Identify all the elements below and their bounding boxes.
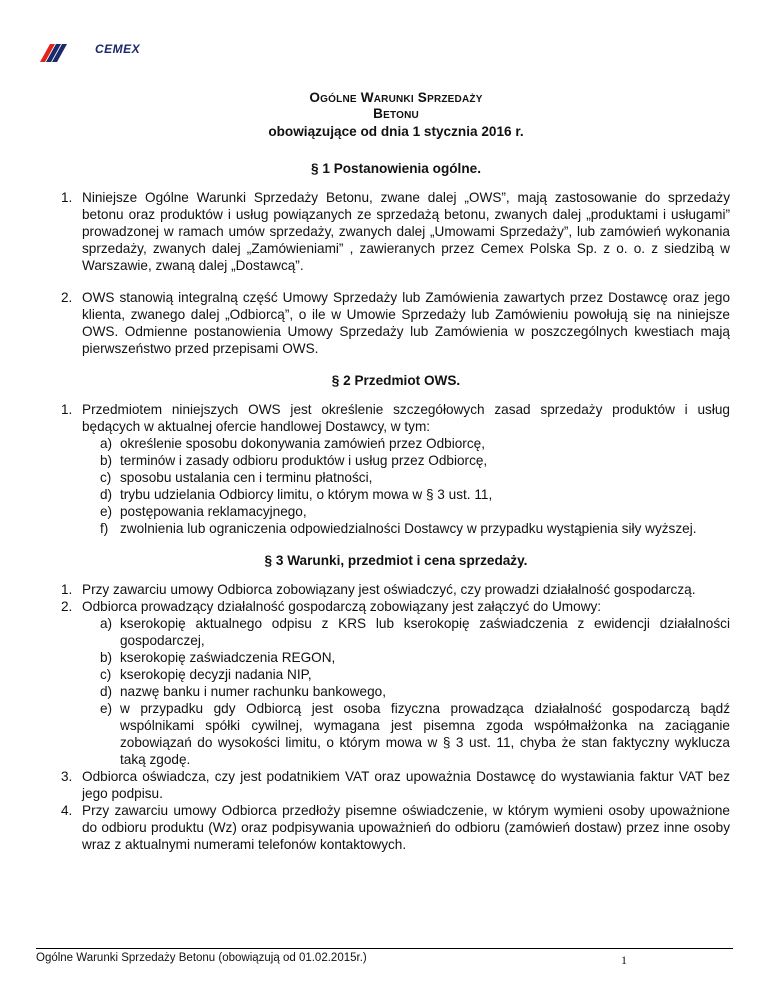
- effective-date: obowiązujące od dnia 1 stycznia 2016 r.: [268, 124, 524, 139]
- section-2-list: [62, 401, 730, 537]
- sub-item-letter: e): [100, 701, 113, 716]
- item-text: Przy zawarciu umowy Odbiorca przedłoży pisemne oświadczenie, w którym wymieni osoby upoważnione do odbioru produktu (Wz) oraz podpisywania upoważnień do odbioru (zamówień dostaw) przez inne osoby wraz z aktualnymi numerami telefonów kontaktowych.: [82, 803, 730, 852]
- sub-item-text: w przypadku gdy Odbiorcą jest osoba fizyczna prowadząca działalność gospodarczą bądź wspólnikami spółki cywilnej, wymagana jest pisemna zgoda współmałżonka na zaciąganie zobowiązań do wysokości limitu, o którym mowa w § 3 ust. 11, chyba że stan faktyczny wyklucza taką zgodę.: [120, 701, 730, 767]
- sub-list-item: [100, 520, 730, 537]
- sub-list-item: [100, 700, 730, 768]
- footer-divider: [36, 948, 733, 949]
- sub-item-letter: e): [100, 504, 113, 519]
- item-text: Odbiorca prowadzący działalność gospodarczą zobowiązany jest załączyć do Umowy:: [82, 599, 602, 614]
- sub-list-item: [100, 503, 730, 520]
- item-number: 1.: [61, 190, 73, 205]
- sub-item-text: kserokopię aktualnego odpisu z KRS lub kserokopię zaświadczenia z ewidencji działalności gospodarczej,: [120, 616, 730, 648]
- cemex-logo-mark: [36, 40, 96, 64]
- cemex-logo: [36, 40, 141, 66]
- document-body: [62, 90, 730, 853]
- sub-item-text: trybu udzielania Odbiorcy limitu, o którym mowa w § 3 ust. 11,: [120, 487, 493, 502]
- list-item: [62, 401, 730, 537]
- list-item: [62, 768, 730, 802]
- sub-item-text: kserokopię decyzji nadania NIP,: [120, 667, 312, 682]
- section-1-heading: § 1 Postanowienia ogólne.: [311, 161, 481, 176]
- sub-list-item: [100, 435, 730, 452]
- sub-item-text: postępowania reklamacyjnego,: [120, 504, 307, 519]
- item-number: 1.: [61, 402, 73, 417]
- sub-item-letter: d): [100, 684, 113, 699]
- item-number: 2.: [61, 599, 73, 614]
- sub-list-item: [100, 615, 730, 649]
- sub-item-text: zwolnienia lub ograniczenia odpowiedzialności Dostawcy w przypadku wystąpienia siły wyższej.: [120, 521, 697, 536]
- cemex-logo-text: CEMEX: [95, 42, 141, 56]
- list-item: [62, 581, 730, 598]
- sub-item-text: nazwę banku i numer rachunku bankowego,: [120, 684, 387, 699]
- sub-item-letter: c): [100, 667, 112, 682]
- sub-list-item: [100, 486, 730, 503]
- list-item: [62, 802, 730, 853]
- item-number: 3.: [61, 769, 73, 784]
- title-line-2: Betonu: [373, 106, 419, 121]
- item-text: OWS stanowią integralną część Umowy Sprzedaży lub Zamówienia zawartych przez Dostawcę oraz jego klienta, zwanego dalej „Odbiorcą”, o ile w Umowie Sprzedaży lub Zamówieniu powołują się na niniejsze OWS. Odmienne postanowienia Umowy Sprzedaży lub Zamówienia w poszczególnych kwestiach mają pierwszeństwo przed przepisami OWS.: [82, 290, 730, 356]
- list-item: [62, 598, 730, 768]
- sub-item-letter: d): [100, 487, 113, 502]
- sub-item-letter: f): [100, 521, 109, 536]
- sub-item-text: terminów i zasady odbioru produktów i usług przez Odbiorcę,: [120, 453, 488, 468]
- list-item: [62, 289, 730, 357]
- title-line-1: Ogólne Warunki Sprzedaży: [309, 90, 483, 105]
- sub-list: [82, 435, 730, 537]
- sub-list-item: [100, 469, 730, 486]
- item-text: Niniejsze Ogólne Warunki Sprzedaży Betonu, zwane dalej „OWS”, mają zastosowanie do sprzedaży betonu oraz produktów i usług powiązanych ze sprzedażą betonu, zwanych dalej „produktami i usługami” prowadzonej w ramach umów sprzedaży, zwanych dalej „Umowami Sprzedaży”, lub zamówień wykonania sprzedaży, zwanych dalej „Zamówieniami” , zawieranych przez Cemex Polska Sp. z o. o. z siedzibą w Warszawie, zwaną dalej „Dostawcą”.: [82, 190, 730, 273]
- sub-list: [82, 615, 730, 768]
- sub-item-letter: b): [100, 650, 113, 665]
- section-3-list: [62, 581, 730, 853]
- sub-item-text: sposobu ustalania cen i terminu płatności,: [120, 470, 373, 485]
- item-number: 1.: [61, 582, 73, 597]
- section-2-heading: § 2 Przedmiot OWS.: [331, 373, 461, 388]
- item-text: Odbiorca oświadcza, czy jest podatnikiem VAT oraz upoważnia Dostawcę do wystawiania faktur VAT bez jego podpisu.: [82, 769, 730, 801]
- list-item: [62, 189, 730, 274]
- footer-text: Ogólne Warunki Sprzedaży Betonu (obowiązują od 01.02.2015r.): [36, 952, 367, 964]
- page-number: 1: [621, 953, 627, 967]
- document-title: [62, 90, 730, 122]
- sub-item-letter: c): [100, 470, 112, 485]
- section-1-list: [62, 189, 730, 357]
- sub-item-letter: a): [100, 616, 113, 631]
- sub-item-letter: b): [100, 453, 113, 468]
- sub-list-item: [100, 649, 730, 666]
- sub-list-item: [100, 666, 730, 683]
- section-3-heading: § 3 Warunki, przedmiot i cena sprzedaży.: [264, 553, 528, 568]
- sub-item-letter: a): [100, 436, 113, 451]
- item-text: Przy zawarciu umowy Odbiorca zobowiązany jest oświadczyć, czy prowadzi działalność gospodarczą.: [82, 582, 696, 597]
- sub-list-item: [100, 452, 730, 469]
- item-text: Przedmiotem niniejszych OWS jest określenie szczegółowych zasad sprzedaży produktów i usług będących w aktualnej ofercie handlowej Dostawcy, w tym:: [82, 402, 730, 434]
- item-number: 2.: [61, 290, 73, 305]
- item-number: 4.: [61, 803, 73, 818]
- sub-list-item: [100, 683, 730, 700]
- sub-item-text: kserokopię zaświadczenia REGON,: [120, 650, 336, 665]
- sub-item-text: określenie sposobu dokonywania zamówień przez Odbiorcę,: [120, 436, 485, 451]
